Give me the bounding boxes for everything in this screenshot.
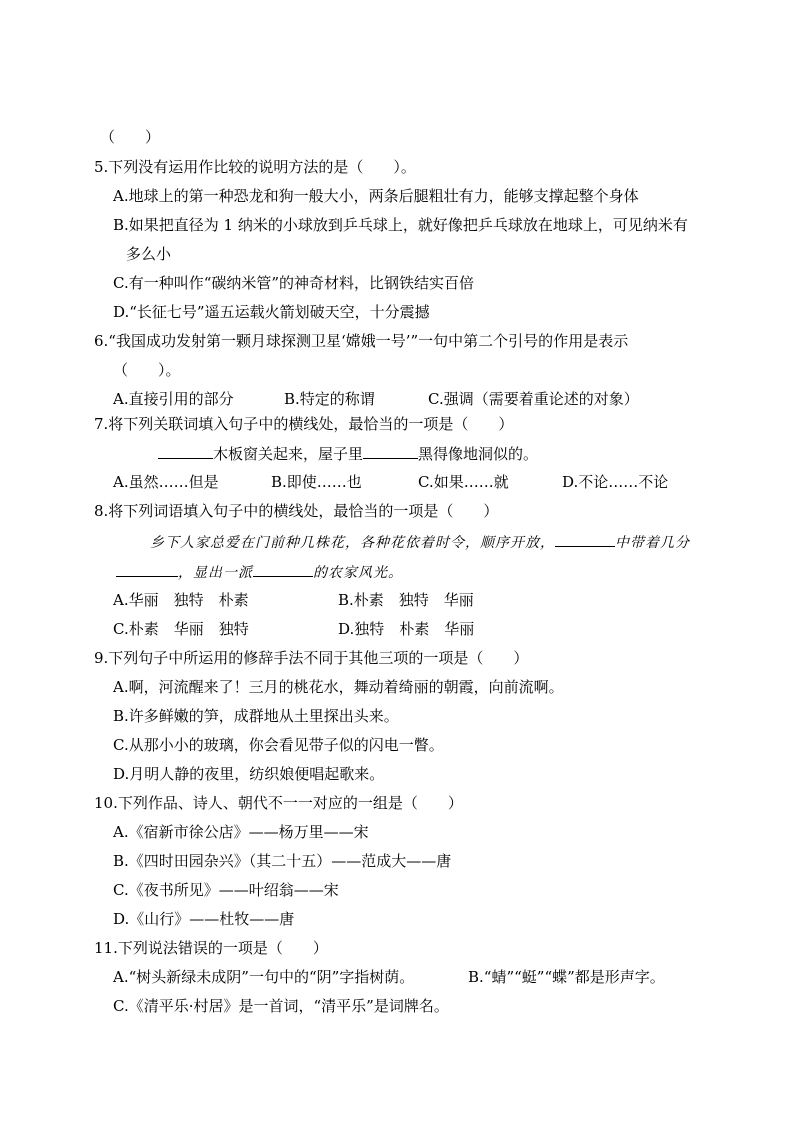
q6-stem-cont: （ ）。 — [113, 361, 181, 379]
q7-sentence-part1: 木板窗关起来，屋子里 — [213, 445, 364, 463]
q7-sentence-part2: 黑得像地洞似的。 — [418, 445, 539, 463]
q10-option-b: B.《四时田园杂兴》（其二十五）——范成大——唐 — [113, 852, 452, 870]
q9-option-a: A.啊，河流醒来了！三月的桃花水，舞动着绮丽的朝霞，向前流啊。 — [113, 678, 564, 696]
q10-option-d: D.《山行》——杜牧——唐 — [113, 910, 295, 928]
q9-option-b: B.许多鲜嫩的笋，成群地从土里探出头来。 — [113, 707, 399, 725]
answer-paren: （ ） — [100, 128, 161, 146]
q8-option-c: C.朴素 华丽 独特 — [113, 620, 249, 638]
q7-option-d: D.不论……不论 — [562, 473, 669, 491]
q11-option-b: B.“蜻”“蜓”“蝶”都是形声字。 — [468, 968, 665, 986]
q6-stem: 6.“我国成功发射第一颗月球探测卫星‘嫦娥一号’”一句中第二个引号的作用是表示 — [94, 332, 629, 350]
q10-stem: 10.下列作品、诗人、朝代不一一对应的一组是（ ） — [94, 794, 463, 812]
q11-option-a: A.“树头新绿未成阴”一句中的“阴”字指树荫。 — [113, 968, 415, 986]
blank — [158, 443, 213, 459]
q9-option-c: C.从那小小的玻璃，你会看见带子似的闪电一瞥。 — [113, 736, 444, 754]
q8-sentence-part3: ，显出一派 — [178, 565, 253, 581]
q8-sentence-part4: 的农家风光。 — [313, 565, 403, 581]
q8-sentence-part1: 乡下人家总爱在门前种几株花，各种花依着时令，顺序开放， — [150, 535, 555, 551]
q7-option-b: B.即使……也 — [271, 473, 362, 491]
q6-option-b: B.特定的称谓 — [284, 390, 375, 408]
q6-option-a: A.直接引用的部分 — [113, 390, 234, 408]
q11-option-c: C.《清平乐·村居》是一首词，“清平乐”是词牌名。 — [113, 997, 449, 1015]
q10-option-c: C.《夜书所见》——叶绍翁——宋 — [113, 881, 339, 899]
q7-sentence — [158, 443, 538, 464]
q8-sentence-line2 — [116, 561, 403, 583]
q7-option-c: C.如果……就 — [418, 473, 509, 491]
blank — [116, 561, 178, 577]
q8-sentence-line1 — [150, 531, 690, 553]
q8-option-a: A.华丽 独特 朴素 — [113, 591, 249, 609]
q8-sentence-part2: 中带着几分 — [615, 535, 690, 551]
q5-option-b-cont: 多么小 — [126, 245, 172, 263]
blank — [363, 443, 418, 459]
q5-stem: 5.下列没有运用作比较的说明方法的是（ ）。 — [94, 158, 416, 176]
q7-stem: 7.将下列关联词填入句子中的横线处，最恰当的一项是（ ） — [94, 415, 514, 433]
q8-option-b: B.朴素 独特 华丽 — [338, 591, 474, 609]
q9-stem: 9.下列句子中所运用的修辞手法不同于其他三项的一项是（ ） — [94, 649, 529, 667]
q7-option-a: A.虽然……但是 — [113, 473, 219, 491]
q6-option-c: C.强调（需要着重论述的对象） — [428, 390, 639, 408]
q5-option-d: D.“长征七号”遥五运载火箭划破天空，十分震撼 — [113, 303, 430, 321]
q5-option-a: A.地球上的第一种恐龙和狗一般大小，两条后腿粗壮有力，能够支撑起整个身体 — [113, 187, 639, 205]
blank — [253, 561, 313, 577]
q5-option-c: C.有一种叫作“碳纳米管”的神奇材料，比钢铁结实百倍 — [113, 274, 475, 292]
q5-option-b: B.如果把直径为 1 纳米的小球放到乒乓球上，就好像把乒乓球放在地球上，可见纳米有 — [113, 216, 688, 234]
q9-option-d: D.月明人静的夜里，纺织娘便唱起歌来。 — [113, 765, 385, 783]
q10-option-a: A.《宿新市徐公店》——杨万里——宋 — [113, 823, 369, 841]
blank — [555, 531, 615, 547]
q11-stem: 11.下列说法错误的一项是（ ） — [94, 939, 328, 957]
q8-stem: 8.将下列词语填入句子中的横线处，最恰当的一项是（ ） — [94, 502, 499, 520]
q8-option-d: D.独特 朴素 华丽 — [338, 620, 475, 638]
